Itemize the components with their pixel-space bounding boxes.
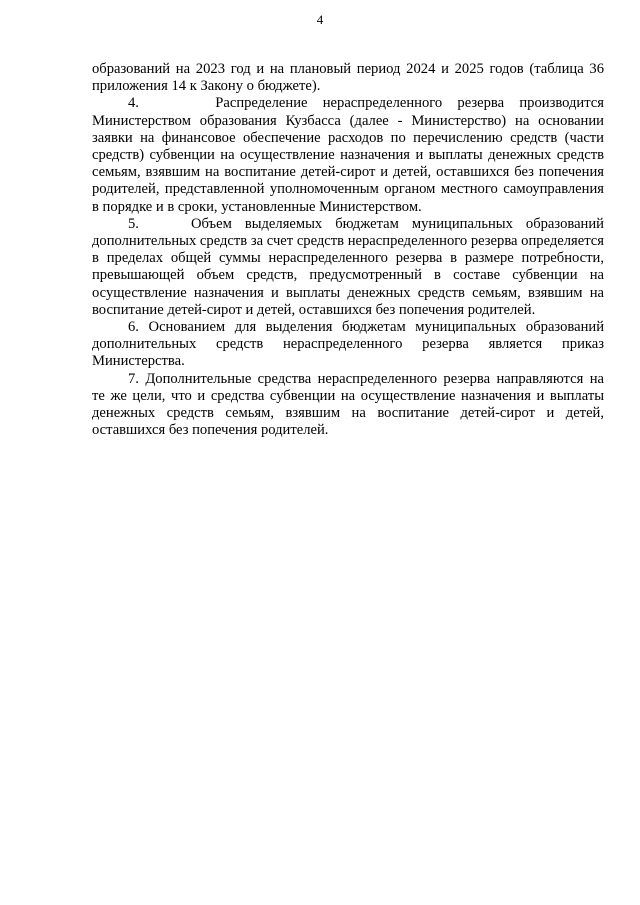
document-body xyxy=(92,61,604,439)
paragraph-5-allocation-volume: 5. Объем выделяемых бюджетам муниципальных образований дополнительных средств за счет средств нераспределенного резерва определяется в пределах общей суммы нераспределенного резерва в размере потребности, превышающей объем средств, предусмотренный в составе субвенции на осуществление назначения и выплаты денежных средств семьям, взявшим на воспитание детей-сирот и детей, оставшихся без попечения родителей. xyxy=(92,215,604,318)
paragraph-7-purpose: 7. Дополнительные средства нераспределенного резерва направляются на те же цели, что и средства субвенции на осуществление назначения и выплаты денежных средств семьям, взявшим на воспитание детей-сирот и детей, оставшихся без попечения родителей. xyxy=(92,370,604,439)
paragraph-4-distribution: 4. Распределение нераспределенного резерва производится Министерством образования Кузбасса (далее - Министерство) на основании заявки на финансовое обеспечение расходов по перечислению средств (части средств) субвенции на осуществление назначения и выплаты денежных средств семьям, взявшим на воспитание детей-сирот и детей, оставшихся без попечения родителей, представленной уполномоченным органом местного самоуправления в порядке и в сроки, установленные Министерством. xyxy=(92,95,604,215)
paragraph-6-basis: 6. Основанием для выделения бюджетам муниципальных образований дополнительных средств нераспределенного резерва является приказ Министерства. xyxy=(92,319,604,370)
paragraph-continuation: образований на 2023 год и на плановый период 2024 и 2025 годов (таблица 36 приложения 14 к Закону о бюджете). xyxy=(92,61,604,95)
page-number: 4 xyxy=(316,12,324,27)
